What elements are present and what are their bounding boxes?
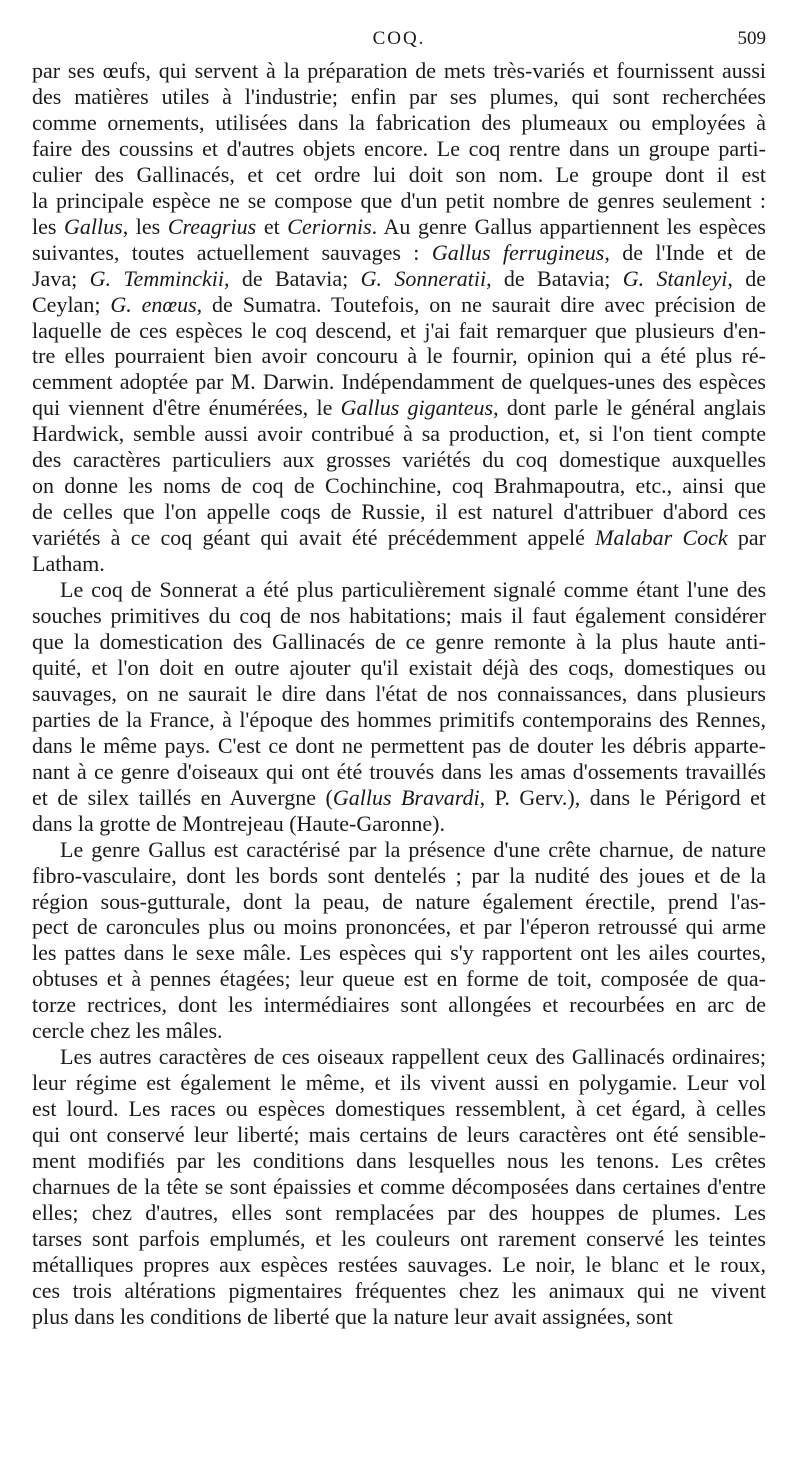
text-line: Hardwick, semble aussi avoir contribué à sa production, et, si l'on tient compte [32, 421, 766, 447]
text-line: parties de la France, à l'époque des hommes primitifs contemporains des Rennes, [32, 706, 766, 732]
text-line: Les autres caractères de ces oiseaux rappellent ceux des Gallinacés ordinaires; [60, 1044, 766, 1070]
text-line: Ceylan; G. enœus, de Sumatra. Toutefois, on ne saurait dire avec précision de [32, 291, 766, 317]
page-bottom-specks [80, 1420, 740, 1426]
text-line: des caractères particuliers aux grosses variétés du coq domestique auxquelles [32, 447, 766, 473]
text-line: Java; G. Temminckii, de Batavia; G. Sonneratii, de Batavia; G. Stanleyi, de [32, 265, 766, 291]
text-line: tarses sont parfois emplumés, et les couleurs ont rarement conservé les teintes [32, 1225, 766, 1251]
text-line: qui ont conservé leur liberté; mais certains de leurs caractères ont été sensible- [32, 1122, 766, 1148]
text-line: que la domestication des Gallinacés de ce genre remonte à la plus haute anti- [32, 628, 766, 654]
italic-term: G. Stanleyi [622, 265, 728, 291]
text-line: métalliques propres aux espèces restées sauvages. Le noir, le blanc et le roux, [32, 1251, 766, 1277]
text-line: tre elles pourraient bien avoir concouru à le fournir, opinion qui a été plus ré- [32, 343, 766, 369]
italic-term: Gallus [64, 213, 123, 239]
text-line: culier des Gallinacés, et cet ordre lui doit son nom. Le groupe dont il est [32, 161, 766, 187]
text-line: région sous-gutturale, dont la peau, de nature également érectile, prend l'as- [32, 888, 766, 914]
text-line: par ses œufs, qui servent à la préparation de mets très-variés et fournissent aussi [32, 58, 766, 83]
text-line: ment modifiés par les conditions dans lesquelles nous les tenons. Les crêtes [32, 1148, 766, 1174]
text-line: comme ornements, utilisées dans la fabrication des plumeaux ou employées à [32, 109, 766, 135]
italic-term: G. Sonneratii [360, 265, 487, 291]
text-line: nant à ce genre d'oiseaux qui ont été trouvés dans les amas d'ossements travaillés [32, 758, 766, 784]
running-title: COQ. [372, 28, 426, 49]
text-line: elles; chez d'autres, elles sont remplacées par des houppes de plumes. Les [32, 1199, 766, 1225]
page-number: 509 [737, 28, 766, 49]
text-line: on donne les noms de coq de Cochinchine, coq Brahmapoutra, etc., ainsi que [32, 473, 766, 499]
text-line: dans le même pays. C'est ce dont ne permettent pas de douter les débris apparte- [32, 732, 766, 758]
text-line: cemment adoptée par M. Darwin. Indépendamment de quelques-unes des espèces [32, 369, 766, 395]
running-header [32, 28, 766, 58]
text-line: Latham. [32, 551, 105, 577]
text-line: obtuses et à pennes étagées; leur queue est en forme de toit, composée de qua- [32, 966, 766, 992]
text-line: les pattes dans le sexe mâle. Les espèces qui s'y rapportent ont les ailes courtes, [32, 940, 766, 966]
text-line: les Gallus, les Creagrius et Ceriornis. Au genre Gallus appartiennent les espèces [32, 213, 766, 239]
text-line: sauvages, on ne saurait le dire dans l'état de nos connaissances, dans plusieurs [32, 680, 766, 706]
paragraph [32, 58, 766, 577]
text-line: fibro-vasculaire, dont les bords sont dentelés ; par la nudité des joues et de la [32, 862, 766, 888]
book-page [32, 28, 766, 1330]
italic-term: Malabar Cock [595, 525, 728, 551]
text-line: leur régime est également le même, et ils vivent aussi en polygamie. Leur vol [32, 1070, 766, 1096]
text-line: plus dans les conditions de liberté que la nature leur avait assignées, sont [32, 1303, 673, 1329]
text-line: Le genre Gallus est caractérisé par la présence d'une crête charnue, de nature [60, 836, 766, 862]
text-line: dans la grotte de Montrejeau (Haute-Garonne). [32, 810, 445, 836]
italic-term: Gallus Bravardi [332, 784, 480, 810]
italic-term: Creagrius [167, 213, 257, 239]
text-line: souches primitives du coq de nos habitations; mais il faut également considérer [32, 603, 766, 629]
italic-term: Ceriornis [287, 213, 372, 239]
text-line: est lourd. Les races ou espèces domestiques ressemblent, à cet égard, à celles [32, 1096, 766, 1122]
italic-term: G. Temminckii [89, 265, 224, 291]
paragraph [32, 837, 766, 1045]
italic-term: Gallus giganteus [340, 395, 494, 421]
paragraph [32, 577, 766, 837]
italic-term: Gallus ferrugineus [431, 239, 605, 265]
text-line: pect de caroncules plus ou moins prononcées, et par l'éperon retroussé qui arme [32, 914, 766, 940]
text-line: laquelle de ces espèces le coq descend, et j'ai fait remarquer que plusieurs d'en- [32, 317, 766, 343]
text-line: qui viennent d'être énumérées, le Gallus giganteus, dont parle le général anglais [32, 395, 766, 421]
text-line: suivantes, toutes actuellement sauvages : Gallus ferrugineus, de l'Inde et de [32, 239, 766, 265]
text-line: la principale espèce ne se compose que d'un petit nombre de genres seulement : [32, 187, 766, 213]
text-body [32, 58, 766, 1330]
text-line: des matières utiles à l'industrie; enfin par ses plumes, qui sont recherchées [32, 83, 766, 109]
text-line: et de silex taillés en Auvergne (Gallus Bravardi, P. Gerv.), dans le Périgord et [32, 784, 766, 810]
text-line: quité, et l'on doit en outre ajouter qu'il existait déjà des coqs, domestiques ou [32, 654, 766, 680]
paragraph [32, 1044, 766, 1329]
text-line: variétés à ce coq géant qui avait été précédemment appelé Malabar Cock par [32, 525, 766, 551]
text-line: de celles que l'on appelle coqs de Russie, il est naturel d'attribuer d'abord ces [32, 499, 766, 525]
text-line: faire des coussins et d'autres objets encore. Le coq rentre dans un groupe parti- [32, 135, 766, 161]
text-line: ces trois altérations pigmentaires fréquentes chez les animaux qui ne vivent [32, 1277, 766, 1303]
text-line: torze rectrices, dont les intermédiaires sont allongées et recourbées en arc de [32, 992, 766, 1018]
text-line: charnues de la tête se sont épaissies et comme décomposées dans certaines d'entre [32, 1173, 766, 1199]
italic-term: G. enœus [110, 291, 197, 317]
text-line: Le coq de Sonnerat a été plus particulièrement signalé comme étant l'une des [60, 577, 766, 603]
text-line: cercle chez les mâles. [32, 1018, 223, 1044]
